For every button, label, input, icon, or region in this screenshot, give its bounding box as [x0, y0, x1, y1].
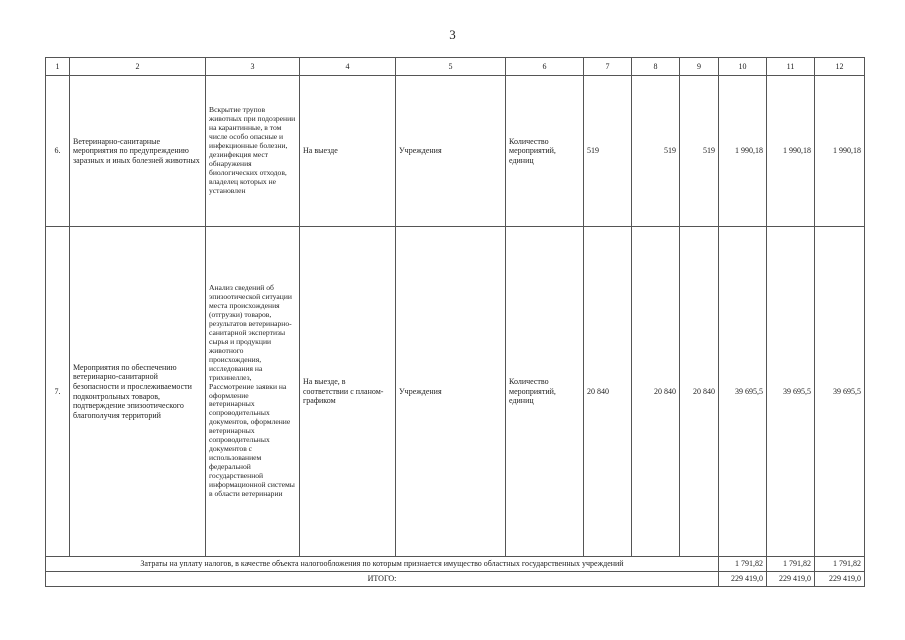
value-col-12: 39 695,5 — [815, 227, 865, 557]
service-conditions: На выезде — [300, 76, 396, 227]
total-col-11: 229 419,0 — [767, 572, 815, 587]
services-table — [45, 57, 865, 587]
taxes-label: Затраты на уплату налогов, в качестве объекта налогообложения по которым признается имущество областных государственных учреждений — [46, 557, 719, 572]
taxes-col-11: 1 791,82 — [767, 557, 815, 572]
header-col-4: 4 — [300, 58, 396, 76]
service-name: Мероприятия по обеспечению ветеринарно-санитарной безопасности и прослеживаемости подконтрольных товаров, подтверждение эпизоотического благополучия территорий — [70, 227, 206, 557]
value-col-8: 20 840 — [632, 227, 680, 557]
value-col-9: 519 — [680, 76, 719, 227]
total-col-10: 229 419,0 — [719, 572, 767, 587]
header-col-2: 2 — [70, 58, 206, 76]
service-consumer: Учреждения — [396, 227, 506, 557]
taxes-row — [46, 557, 865, 572]
value-col-10: 39 695,5 — [719, 227, 767, 557]
taxes-col-12: 1 791,82 — [815, 557, 865, 572]
service-consumer: Учреждения — [396, 76, 506, 227]
header-col-8: 8 — [632, 58, 680, 76]
header-col-3: 3 — [206, 58, 300, 76]
page-number: 3 — [449, 27, 456, 42]
total-col-12: 229 419,0 — [815, 572, 865, 587]
row-number: 6. — [46, 76, 70, 227]
service-indicator: Количество мероприятий, единиц — [506, 76, 584, 227]
taxes-col-10: 1 791,82 — [719, 557, 767, 572]
table-row — [46, 227, 865, 557]
value-col-7: 519 — [584, 76, 632, 227]
header-row — [46, 58, 865, 76]
header-col-1: 1 — [46, 58, 70, 76]
value-col-11: 39 695,5 — [767, 227, 815, 557]
value-col-7: 20 840 — [584, 227, 632, 557]
row-number: 7. — [46, 227, 70, 557]
service-indicator: Количество мероприятий, единиц — [506, 227, 584, 557]
value-col-8: 519 — [632, 76, 680, 227]
service-conditions: На выезде, в соответствии с планом-графиком — [300, 227, 396, 557]
total-label: ИТОГО: — [46, 572, 719, 587]
header-col-7: 7 — [584, 58, 632, 76]
service-content: Вскрытие трупов животных при подозрении на карантинные, в том числе особо опасные и инфекционные болезни, дезинфекция мест обнаружения биологических отходов, владелец которых не установлен — [206, 76, 300, 227]
value-col-9: 20 840 — [680, 227, 719, 557]
table-row — [46, 76, 865, 227]
value-col-10: 1 990,18 — [719, 76, 767, 227]
total-row — [46, 572, 865, 587]
value-col-12: 1 990,18 — [815, 76, 865, 227]
service-name: Ветеринарно-санитарные мероприятия по предупреждению заразных и иных болезней животных — [70, 76, 206, 227]
header-col-10: 10 — [719, 58, 767, 76]
header-col-6: 6 — [506, 58, 584, 76]
header-col-12: 12 — [815, 58, 865, 76]
header-col-9: 9 — [680, 58, 719, 76]
value-col-11: 1 990,18 — [767, 76, 815, 227]
service-content: Анализ сведений об эпизоотической ситуации места происхождения (отгрузки) товаров, результатов ветеринарно-санитарной экспертизы сырья и продукции животного происхождения, исследования на трихинеллез, Рассмотрение заявки на оформление ветеринарных сопроводительных документов, оформление ветеринарных сопроводительных документов с использованием федеральной государственной информационной системы в области ветеринарии — [206, 227, 300, 557]
header-col-11: 11 — [767, 58, 815, 76]
header-col-5: 5 — [396, 58, 506, 76]
